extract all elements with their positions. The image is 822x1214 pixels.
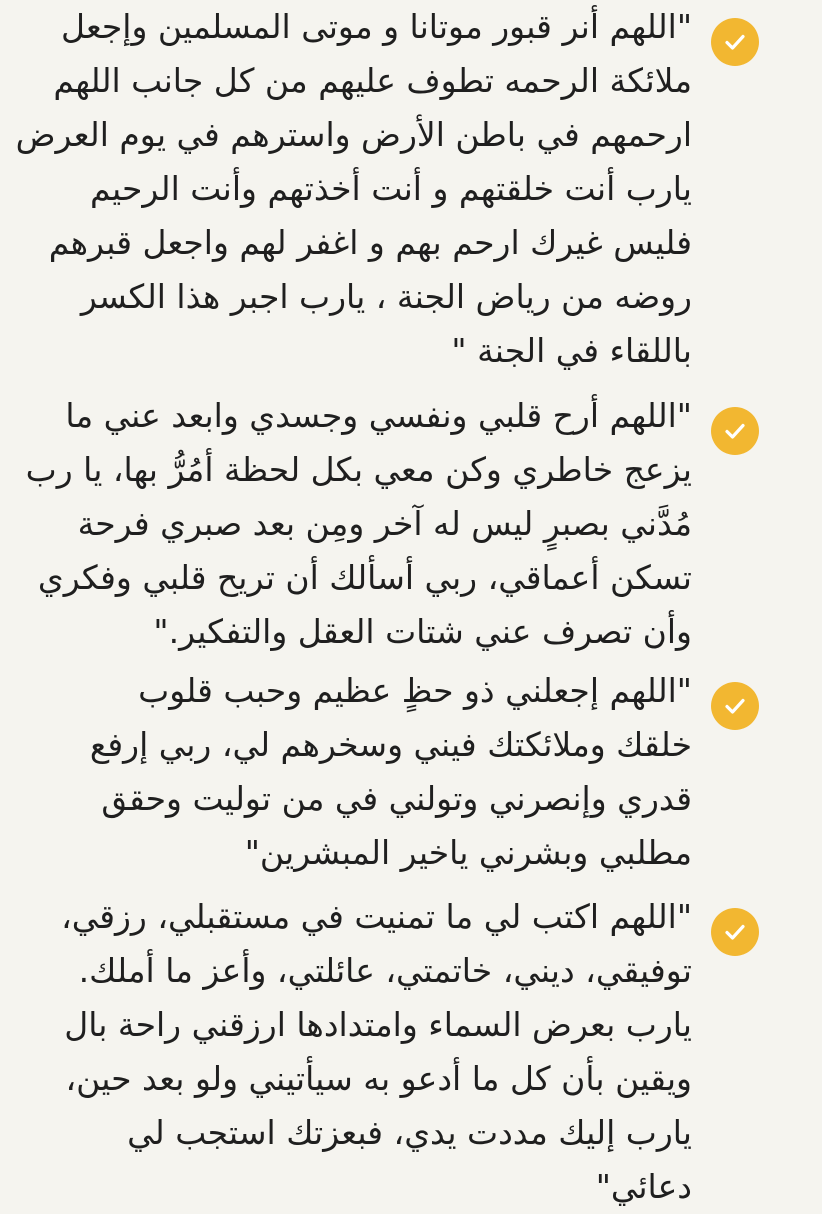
dua-line: يارب بعرض السماء وامتدادها ارزقني راحة بال	[64, 1005, 692, 1044]
dua-line: مُدَّني بصبرٍ ليس له آخر ومِن بعد صبري فرحة	[77, 504, 692, 543]
dua-line: "اللهم إجعلني ذو حظٍ عظيم وحبب قلوب	[138, 671, 692, 710]
dua-line: ويقين بأن كل ما أدعو به سيأتيني ولو بعد حين،	[65, 1059, 692, 1098]
check-circle-icon	[711, 682, 759, 730]
dua-line: توفيقي، ديني، خاتمتي، عائلتي، وأعز ما أملك.	[78, 951, 692, 990]
dua-text	[25, 389, 692, 659]
dua-text	[15, 0, 692, 378]
dua-line: يزعج خاطري وكن معي بكل لحظة أمُرُّ بها، يا رب	[25, 450, 692, 489]
dua-line: مطلبي وبشرني ياخير المبشرين"	[244, 833, 692, 872]
dua-line: باللقاء في الجنة "	[451, 331, 692, 370]
check-circle-icon	[711, 18, 759, 66]
dua-line: "اللهم اكتب لي ما تمنيت في مستقبلي، رزقي،	[61, 897, 692, 936]
check-circle-icon	[711, 908, 759, 956]
dua-line: وأن تصرف عني شتات العقل والتفكير."	[153, 612, 692, 651]
dua-line: تسكن أعماقي، ربي أسألك أن تريح قلبي وفكري	[37, 558, 692, 597]
dua-line: ارحمهم في باطن الأرض واسترهم في يوم العرض	[15, 115, 692, 154]
dua-line: فليس غيرك ارحم بهم و اغفر لهم واجعل قبرهم	[48, 223, 692, 262]
dua-line: خلقك وملائكتك فيني وسخرهم لي، ربي إرفع	[89, 725, 692, 764]
dua-line: روضه من رياض الجنة ، يارب اجبر هذا الكسر	[80, 277, 692, 316]
dua-text	[46, 890, 692, 1214]
dua-line: قدري وإنصرني وتولني في من توليت وحقق	[101, 779, 692, 818]
dua-line: يارب أنت خلقتهم و أنت أخذتهم وأنت الرحيم	[90, 169, 692, 208]
dua-line: دعائي"	[595, 1167, 692, 1206]
check-circle-icon	[711, 407, 759, 455]
dua-line: يارب إليك مددت يدي، فبعزتك استجب لي	[127, 1113, 692, 1152]
dua-line: "اللهم أرح قلبي ونفسي وجسدي وابعد عني ما	[65, 396, 692, 435]
dua-text	[46, 664, 692, 880]
dua-line: ملائكة الرحمه تطوف عليهم من كل جانب اللهم	[53, 61, 692, 100]
dua-line: "اللهم أنر قبور موتانا و موتى المسلمين وإجعل	[61, 7, 692, 46]
